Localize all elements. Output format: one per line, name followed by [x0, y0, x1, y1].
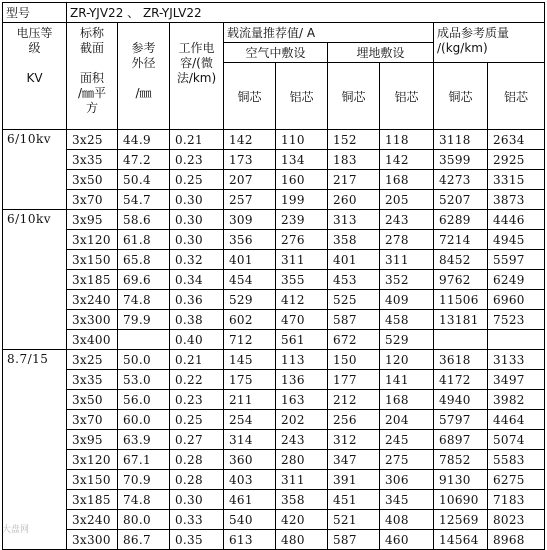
diameter-cell: 74.8 — [118, 490, 170, 510]
air-aluminum-cell: 561 — [276, 330, 328, 350]
air-copper-cell: 403 — [224, 470, 276, 490]
voltage-cell: 6/10kv — [3, 210, 67, 350]
weight-aluminum-cell: 3133 — [488, 350, 545, 370]
air-copper-cell: 461 — [224, 490, 276, 510]
capacitance-cell: 0.23 — [170, 150, 224, 170]
diameter-cell: 86.7 — [118, 530, 170, 550]
weight-copper-cell: 7214 — [434, 230, 488, 250]
table-row — [3, 250, 545, 270]
capacitance-cell: 0.33 — [170, 510, 224, 530]
weight-copper-cell: 4273 — [434, 170, 488, 190]
capacitance-cell: 0.30 — [170, 490, 224, 510]
diameter-cell: 58.6 — [118, 210, 170, 230]
air-copper-cell: 529 — [224, 290, 276, 310]
weight-aluminum-cell: 5597 — [488, 250, 545, 270]
weight-aluminum-cell: 8023 — [488, 510, 545, 530]
air-copper-header: 铜芯 — [224, 63, 276, 130]
ground-copper-header: 铜芯 — [328, 63, 380, 130]
capacitance-cell: 0.35 — [170, 530, 224, 550]
ground-aluminum-cell: 408 — [380, 510, 434, 530]
weight-aluminum-cell: 6275 — [488, 470, 545, 490]
air-copper-cell: 145 — [224, 350, 276, 370]
air-copper-cell: 613 — [224, 530, 276, 550]
weight-copper-cell: 8452 — [434, 250, 488, 270]
weight-copper-cell — [434, 330, 488, 350]
model-value: ZR-YJV22 、 ZR-YJLV22 — [67, 3, 545, 23]
weight-aluminum-cell: 4464 — [488, 410, 545, 430]
weight-header: 成品参考质量 /(kg/km) — [434, 23, 545, 63]
diameter-cell: 50.0 — [118, 350, 170, 370]
diameter-cell: 61.8 — [118, 230, 170, 250]
weight-aluminum-cell: 7523 — [488, 310, 545, 330]
section-cell: 3x25 — [67, 130, 118, 150]
ampacity-header: 载流量推荐值/ A — [224, 23, 434, 43]
weight-copper-cell: 4172 — [434, 370, 488, 390]
table-row — [3, 190, 545, 210]
weight-aluminum-cell: 7183 — [488, 490, 545, 510]
capacitance-cell: 0.27 — [170, 430, 224, 450]
weight-aluminum-cell: 5583 — [488, 450, 545, 470]
ground-copper-cell: 358 — [328, 230, 380, 250]
air-aluminum-cell: 113 — [276, 350, 328, 370]
weight-aluminum-cell: 2925 — [488, 150, 545, 170]
capacitance-cell: 0.25 — [170, 170, 224, 190]
section-cell: 3x240 — [67, 510, 118, 530]
air-copper-cell: 314 — [224, 430, 276, 450]
capacitance-cell: 0.23 — [170, 390, 224, 410]
diameter-cell: 74.8 — [118, 290, 170, 310]
section-area-header: 标称 截面 面积 /㎜平 方 — [67, 23, 118, 130]
weight-aluminum-cell: 3315 — [488, 170, 545, 190]
ground-copper-cell: 672 — [328, 330, 380, 350]
weight-aluminum-cell: 2634 — [488, 130, 545, 150]
ground-copper-cell: 347 — [328, 450, 380, 470]
weight-copper-cell: 12569 — [434, 510, 488, 530]
ground-aluminum-cell: 529 — [380, 330, 434, 350]
ground-copper-cell: 260 — [328, 190, 380, 210]
table-row — [3, 410, 545, 430]
air-copper-cell: 211 — [224, 390, 276, 410]
weight-copper-cell: 6897 — [434, 430, 488, 450]
table-row — [3, 430, 545, 450]
weight-copper-cell: 4940 — [434, 390, 488, 410]
weight-copper-cell: 11506 — [434, 290, 488, 310]
weight-copper-cell: 3118 — [434, 130, 488, 150]
watermark: 大盘网 — [2, 525, 30, 535]
section-cell: 3x120 — [67, 230, 118, 250]
section-cell: 3x95 — [67, 210, 118, 230]
air-copper-cell: 360 — [224, 450, 276, 470]
air-copper-cell: 602 — [224, 310, 276, 330]
capacitance-cell: 0.21 — [170, 130, 224, 150]
section-cell: 3x35 — [67, 150, 118, 170]
section-cell: 3x70 — [67, 410, 118, 430]
capacitance-cell: 0.21 — [170, 350, 224, 370]
air-copper-cell: 356 — [224, 230, 276, 250]
diameter-cell: 69.6 — [118, 270, 170, 290]
air-copper-cell: 712 — [224, 330, 276, 350]
air-copper-cell: 540 — [224, 510, 276, 530]
weight-copper-cell: 6289 — [434, 210, 488, 230]
air-aluminum-cell: 163 — [276, 390, 328, 410]
section-cell: 3x150 — [67, 470, 118, 490]
section-cell: 3x120 — [67, 450, 118, 470]
air-aluminum-cell: 243 — [276, 430, 328, 450]
weight-aluminum-cell: 5074 — [488, 430, 545, 450]
ground-aluminum-cell: 118 — [380, 130, 434, 150]
ground-aluminum-cell: 352 — [380, 270, 434, 290]
ground-copper-cell: 525 — [328, 290, 380, 310]
section-cell: 3x185 — [67, 490, 118, 510]
air-aluminum-header: 铝芯 — [276, 63, 328, 130]
diameter-cell: 50.4 — [118, 170, 170, 190]
ground-copper-cell: 152 — [328, 130, 380, 150]
air-copper-cell: 454 — [224, 270, 276, 290]
weight-aluminum-cell: 6249 — [488, 270, 545, 290]
air-aluminum-cell: 355 — [276, 270, 328, 290]
weight-copper-cell: 7852 — [434, 450, 488, 470]
table-row — [3, 210, 545, 230]
air-laying-header: 空气中敷设 — [224, 43, 328, 63]
weight-aluminum-cell: 3873 — [488, 190, 545, 210]
ground-aluminum-header: 铝芯 — [380, 63, 434, 130]
capacitance-cell: 0.30 — [170, 190, 224, 210]
air-aluminum-cell: 470 — [276, 310, 328, 330]
capacitance-cell: 0.36 — [170, 290, 224, 310]
model-label: 型号 — [3, 3, 67, 23]
ground-copper-cell: 391 — [328, 470, 380, 490]
diameter-cell: 63.9 — [118, 430, 170, 450]
ground-copper-cell: 453 — [328, 270, 380, 290]
air-aluminum-cell: 202 — [276, 410, 328, 430]
ground-aluminum-cell: 168 — [380, 390, 434, 410]
table-row — [3, 510, 545, 530]
table-row — [3, 450, 545, 470]
table-row — [3, 230, 545, 250]
ground-copper-cell: 212 — [328, 390, 380, 410]
ground-copper-cell: 521 — [328, 510, 380, 530]
weight-aluminum-cell: 6960 — [488, 290, 545, 310]
air-aluminum-cell: 358 — [276, 490, 328, 510]
section-cell: 3x300 — [67, 310, 118, 330]
ground-aluminum-cell: 141 — [380, 370, 434, 390]
capacitance-cell: 0.28 — [170, 450, 224, 470]
air-aluminum-cell: 280 — [276, 450, 328, 470]
air-aluminum-cell: 412 — [276, 290, 328, 310]
weight-copper-cell: 3618 — [434, 350, 488, 370]
air-copper-cell: 401 — [224, 250, 276, 270]
ground-copper-cell: 587 — [328, 530, 380, 550]
ground-aluminum-cell: 168 — [380, 170, 434, 190]
diameter-cell: 80.0 — [118, 510, 170, 530]
section-cell: 3x25 — [67, 350, 118, 370]
diameter-cell: 44.9 — [118, 130, 170, 150]
ground-copper-cell: 256 — [328, 410, 380, 430]
capacitance-cell: 0.28 — [170, 470, 224, 490]
voltage-cell: 6/10kv — [3, 130, 67, 210]
capacitance-cell: 0.32 — [170, 250, 224, 270]
ground-aluminum-cell: 204 — [380, 410, 434, 430]
diameter-cell — [118, 330, 170, 350]
weight-aluminum-header: 铝芯 — [488, 63, 545, 130]
air-copper-cell: 207 — [224, 170, 276, 190]
diameter-cell: 47.2 — [118, 150, 170, 170]
air-aluminum-cell: 480 — [276, 530, 328, 550]
ground-aluminum-cell: 278 — [380, 230, 434, 250]
air-copper-cell: 173 — [224, 150, 276, 170]
ground-laying-header: 埋地敷设 — [328, 43, 434, 63]
table-row — [3, 330, 545, 350]
air-aluminum-cell: 311 — [276, 470, 328, 490]
ground-aluminum-cell: 345 — [380, 490, 434, 510]
air-aluminum-cell: 239 — [276, 210, 328, 230]
weight-aluminum-cell: 4446 — [488, 210, 545, 230]
ground-aluminum-cell: 243 — [380, 210, 434, 230]
table-row — [3, 370, 545, 390]
air-aluminum-cell: 199 — [276, 190, 328, 210]
section-cell: 3x400 — [67, 330, 118, 350]
ground-aluminum-cell: 311 — [380, 250, 434, 270]
diameter-cell: 54.7 — [118, 190, 170, 210]
capacitance-cell: 0.30 — [170, 210, 224, 230]
weight-copper-header: 铜芯 — [434, 63, 488, 130]
capacitance-cell: 0.25 — [170, 410, 224, 430]
air-aluminum-cell: 276 — [276, 230, 328, 250]
air-aluminum-cell: 160 — [276, 170, 328, 190]
voltage-cell: 8.7/15 — [3, 350, 67, 550]
diameter-cell: 56.0 — [118, 390, 170, 410]
air-aluminum-cell: 420 — [276, 510, 328, 530]
ground-aluminum-cell: 245 — [380, 430, 434, 450]
table-row — [3, 170, 545, 190]
section-cell: 3x50 — [67, 170, 118, 190]
cable-spec-table — [2, 2, 545, 550]
weight-aluminum-cell: 3982 — [488, 390, 545, 410]
weight-copper-cell: 5797 — [434, 410, 488, 430]
ground-copper-cell: 313 — [328, 210, 380, 230]
ground-aluminum-cell: 205 — [380, 190, 434, 210]
diameter-cell: 67.1 — [118, 450, 170, 470]
table-row — [3, 150, 545, 170]
ground-copper-cell: 177 — [328, 370, 380, 390]
section-cell: 3x240 — [67, 290, 118, 310]
section-cell: 3x185 — [67, 270, 118, 290]
air-copper-cell: 309 — [224, 210, 276, 230]
ground-copper-cell: 150 — [328, 350, 380, 370]
ground-copper-cell: 587 — [328, 310, 380, 330]
table-row — [3, 530, 545, 550]
ground-aluminum-cell: 306 — [380, 470, 434, 490]
air-aluminum-cell: 136 — [276, 370, 328, 390]
ground-copper-cell: 312 — [328, 430, 380, 450]
table-row — [3, 490, 545, 510]
weight-copper-cell: 9130 — [434, 470, 488, 490]
diameter-cell: 60.0 — [118, 410, 170, 430]
weight-copper-cell: 14564 — [434, 530, 488, 550]
air-copper-cell: 175 — [224, 370, 276, 390]
capacitance-header: 工作电 容/(微 法/km) — [170, 23, 224, 130]
weight-copper-cell: 9762 — [434, 270, 488, 290]
capacitance-cell: 0.30 — [170, 230, 224, 250]
air-copper-cell: 142 — [224, 130, 276, 150]
ground-aluminum-cell: 409 — [380, 290, 434, 310]
weight-copper-cell: 10690 — [434, 490, 488, 510]
table-row — [3, 390, 545, 410]
capacitance-cell: 0.40 — [170, 330, 224, 350]
weight-copper-cell: 13181 — [434, 310, 488, 330]
weight-aluminum-cell: 8968 — [488, 530, 545, 550]
section-cell: 3x70 — [67, 190, 118, 210]
capacitance-cell: 0.38 — [170, 310, 224, 330]
table-row — [3, 130, 545, 150]
weight-aluminum-cell: 4945 — [488, 230, 545, 250]
diameter-header: 参考 外径 /㎜ — [118, 23, 170, 130]
weight-aluminum-cell: 3497 — [488, 370, 545, 390]
ground-aluminum-cell: 142 — [380, 150, 434, 170]
table-row — [3, 350, 545, 370]
diameter-cell: 65.8 — [118, 250, 170, 270]
diameter-cell: 70.9 — [118, 470, 170, 490]
ground-copper-cell: 401 — [328, 250, 380, 270]
voltage-level-header: 电压等 级 KV — [3, 23, 67, 130]
air-aluminum-cell: 134 — [276, 150, 328, 170]
capacitance-cell: 0.34 — [170, 270, 224, 290]
diameter-cell: 53.0 — [118, 370, 170, 390]
section-cell: 3x50 — [67, 390, 118, 410]
ground-aluminum-cell: 460 — [380, 530, 434, 550]
table-row — [3, 290, 545, 310]
ground-aluminum-cell: 458 — [380, 310, 434, 330]
ground-copper-cell: 183 — [328, 150, 380, 170]
section-cell: 3x95 — [67, 430, 118, 450]
diameter-cell: 79.9 — [118, 310, 170, 330]
air-aluminum-cell: 311 — [276, 250, 328, 270]
air-aluminum-cell: 110 — [276, 130, 328, 150]
ground-aluminum-cell: 120 — [380, 350, 434, 370]
ground-aluminum-cell: 275 — [380, 450, 434, 470]
table-row — [3, 270, 545, 290]
ground-copper-cell: 217 — [328, 170, 380, 190]
capacitance-cell: 0.22 — [170, 370, 224, 390]
air-copper-cell: 254 — [224, 410, 276, 430]
section-cell: 3x150 — [67, 250, 118, 270]
ground-copper-cell: 451 — [328, 490, 380, 510]
weight-copper-cell: 3599 — [434, 150, 488, 170]
section-cell: 3x35 — [67, 370, 118, 390]
air-copper-cell: 257 — [224, 190, 276, 210]
table-row — [3, 310, 545, 330]
weight-aluminum-cell — [488, 330, 545, 350]
weight-copper-cell: 5207 — [434, 190, 488, 210]
table-row — [3, 470, 545, 490]
section-cell: 3x300 — [67, 530, 118, 550]
